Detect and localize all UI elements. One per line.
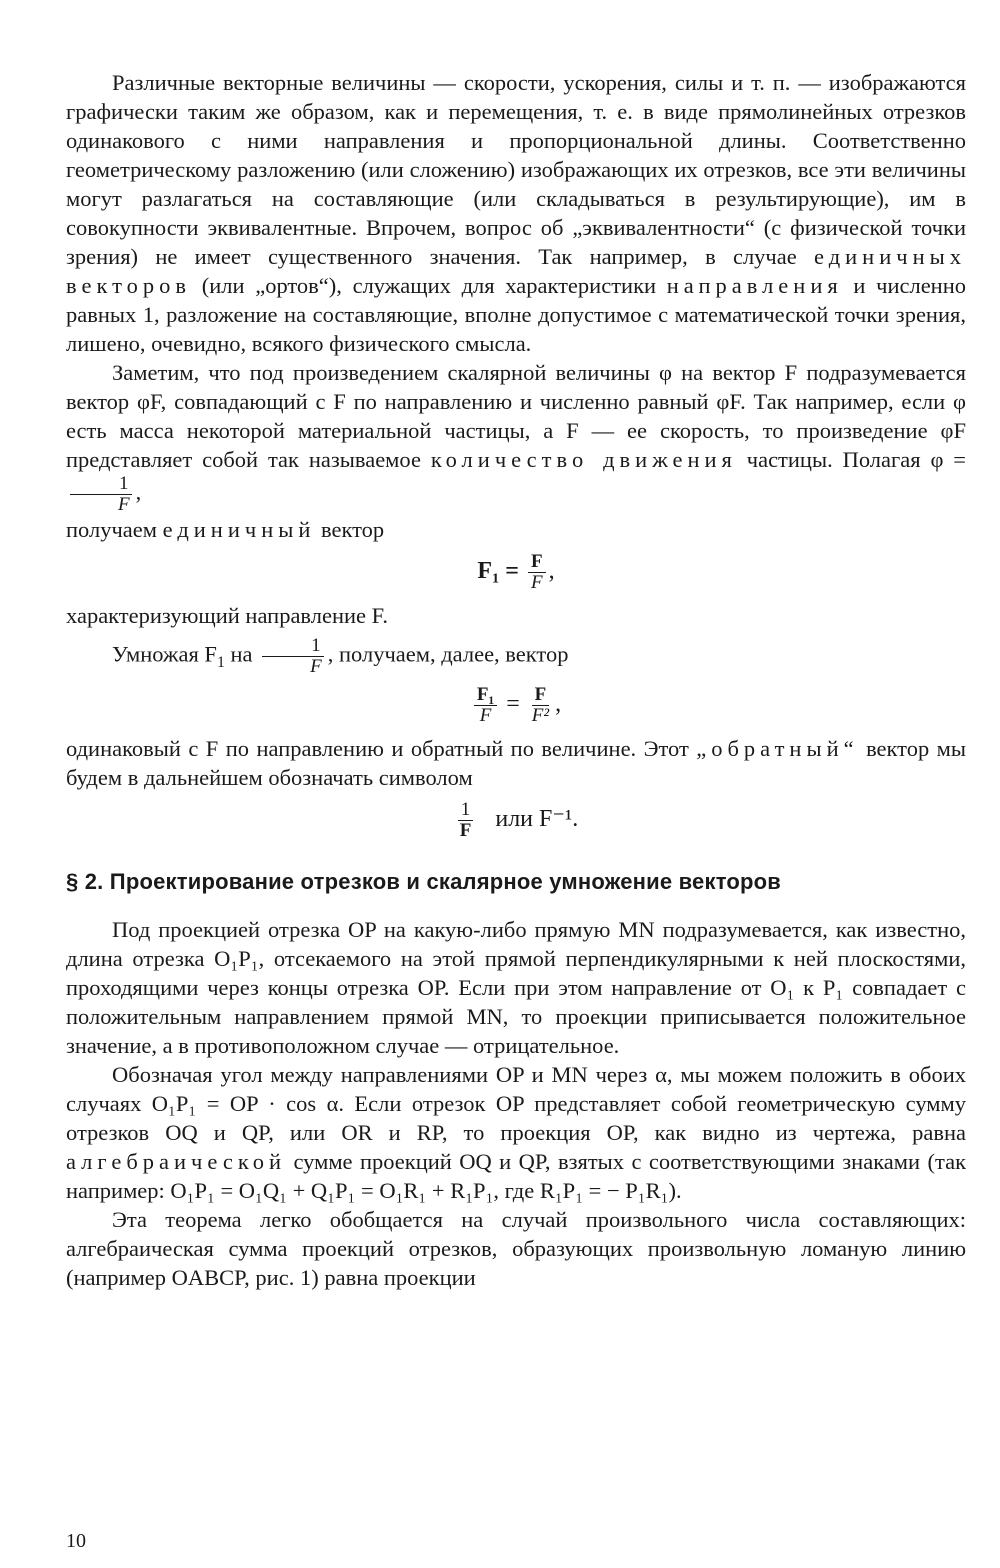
page-body [66,68,966,1292]
paragraph-1: Различные векторные величины — скорости, ускорения, силы и т. п. — изображаются графически таким же образом, как и перемещения, т. е. в виде прямолинейных отрезков одинакового с ними направления и пропорциональной длины. Соответственно геометрическому разложению (или сложению) изображающих их отрезков, все эти величины могут разлагаться на составляющие (или складываться в результирующие), им в совокупности эквивалентные. Впрочем, вопрос об „эквивалентности“ (с физической точки зрения) не имеет существенного значения. Так например, в случае единичных векторов (или „ортов“), служащих для характеристики направления и численно равных 1, разложение на составляющие, вполне допустимое с математической точки зрения, лишено, очевидно, всякого физического смысла. [66,70,967,356]
paragraph-9: Эта теорема легко обобщается на случай произвольного числа составляющих: алгебраическая сумма проекций отрезков, образующих произвольную ломаную линию (например OABCP, рис. 1) равна проекции [66,1207,966,1291]
paragraph-5: Умножая $F_1$ на $\frac{1}{F}$ , получаем, далее, вектор [112,635,569,677]
fraction-1-over-F: $\frac{1}{F}$ [69,474,133,515]
paragraph-2: Заметим, что под произведением скалярной величины φ на вектор F подразумевается вектор φF, совпадающий с F по направлению и численно равный φF. Так например, если φ есть масса некоторой материальной частицы, а F — ее скорость, то произведение φF представляет собой так называемое количество движения частицы. Полагая φ = $\frac{1}{F}$ , [66,360,966,515]
page-number: 10 [66,1530,86,1552]
paragraph-6: одинаковый с F по направлению и обратный по величине. Этот „обратный“ вектор мы будем в дальнейшем обозначать символом [66,736,967,791]
paragraph-7: Под проекцией отрезка OP на какую-либо прямую MN подразумевается, как известно, длина отрезка O₁P₁, отсекаемого на этой прямой перпендикулярными к ней плоскостями, проходящими через концы отрезка OP. Если при этом направление от O₁ к P₁ совпадает с положительным направлением прямой MN, то проекции приписывается положительное значение, а в противоположном случае — отрицательное. [66,917,966,1059]
formula-unit-vector: F₁ = $\frac{F}{F}$ , [477,551,555,593]
formula-inverse-vector: $\frac{\text{F₁}}{F}$ = $\frac{F}{\text{F²}}$ , [66,685,966,726]
paragraph-8: Обозначая угол между направлениями OP и MN через α, мы можем положить в обоих случаях O₁P₁ = OP · cos α. Если отрезок OP представляет собой геометрическую сумму отрезков OQ и QP, или OR и RP, то проекция OP, как видно из чертежа, равна алгебраической сумме проекций OQ и QP, взятых с соответствующими знаками (так например: O₁P₁ = O₁Q₁ + Q₁P₁ = O₁R₁ + R₁P₁, где R₁P₁ = − P₁R₁). [66,1062,966,1204]
paragraph-4: характеризующий направление F. [66,603,389,628]
formula-symbol: $\frac{1}{F}$ или F⁻¹. [459,799,579,842]
paragraph-3: получаем единичный вектор [66,517,385,542]
section-heading: § 2. Проектирование отрезков и скалярное умножение векторов [66,869,782,895]
